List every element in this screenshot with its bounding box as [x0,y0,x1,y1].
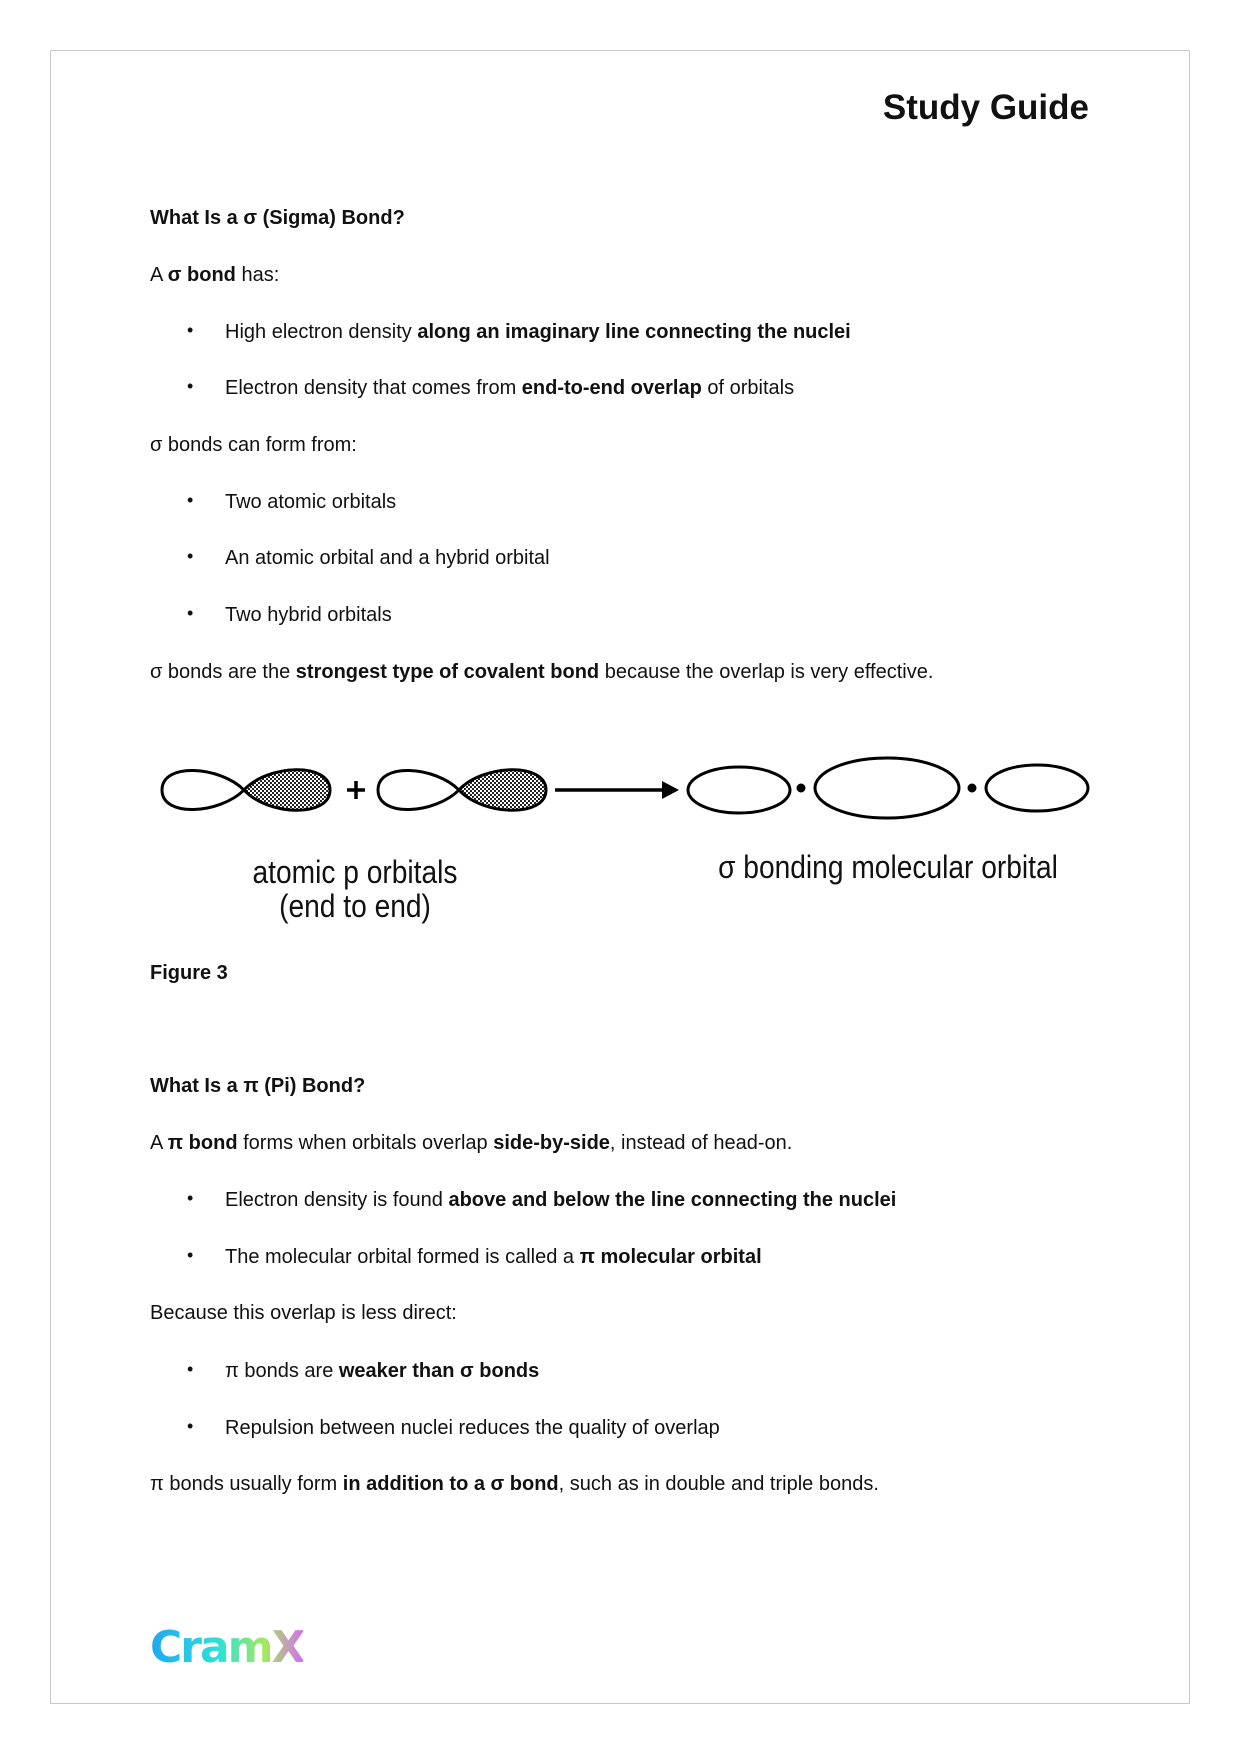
arrow-icon [555,781,679,799]
list-item: Two atomic orbitals [225,491,397,513]
list-item: Two hybrid orbitals [225,604,392,626]
plus-sign [347,781,365,799]
bullet: • [187,320,194,340]
list-item: π bonds are weaker than σ bonds [225,1360,540,1382]
figure-caption: Figure 3 [150,962,228,984]
bullet: • [187,1188,194,1208]
pi-intro: A π bond forms when orbitals overlap side-by-side, instead of head-on. [150,1132,793,1154]
list-item: High electron density along an imaginary line connecting the nuclei [225,321,851,343]
sigma-intro: A σ bond has: [150,264,280,286]
list-item: An atomic orbital and a hybrid orbital [225,547,550,569]
p-orbital-2 [378,770,546,811]
list-item: Electron density that comes from end-to-end overlap of orbitals [225,377,795,399]
bullet: • [187,1359,194,1379]
cramx-logo: CramX [150,1622,304,1673]
bullet: • [187,1416,194,1436]
bullet: • [187,603,194,623]
strength-paragraph: σ bonds are the strongest type of covalent bond because the overlap is very effective. [150,661,934,683]
page-title: Study Guide [882,88,1089,127]
sigma-molecular-orbital [688,758,1088,818]
sigma-bond-diagram [0,740,1241,860]
because-text: Because this overlap is less direct: [150,1302,457,1324]
p-orbital-1 [162,770,330,811]
closing-paragraph: π bonds usually form in addition to a σ bond, such as in double and triple bonds. [150,1473,879,1495]
molecular-orbital-label: σ bonding molecular orbital [718,849,1058,885]
pi-heading: What Is a π (Pi) Bond? [150,1075,366,1097]
bullet: • [187,546,194,566]
bullet: • [187,490,194,510]
list-item: Electron density is found above and below the line connecting the nuclei [225,1189,897,1211]
list-item: Repulsion between nuclei reduces the quality of overlap [225,1417,720,1439]
bullet: • [187,1245,194,1265]
atomic-orbitals-label: atomic p orbitals (end to end) [252,854,458,924]
sigma-heading: What Is a σ (Sigma) Bond? [150,207,405,229]
form-intro: σ bonds can form from: [150,434,357,456]
list-item: The molecular orbital formed is called a π molecular orbital [225,1246,762,1268]
bullet: • [187,376,194,396]
